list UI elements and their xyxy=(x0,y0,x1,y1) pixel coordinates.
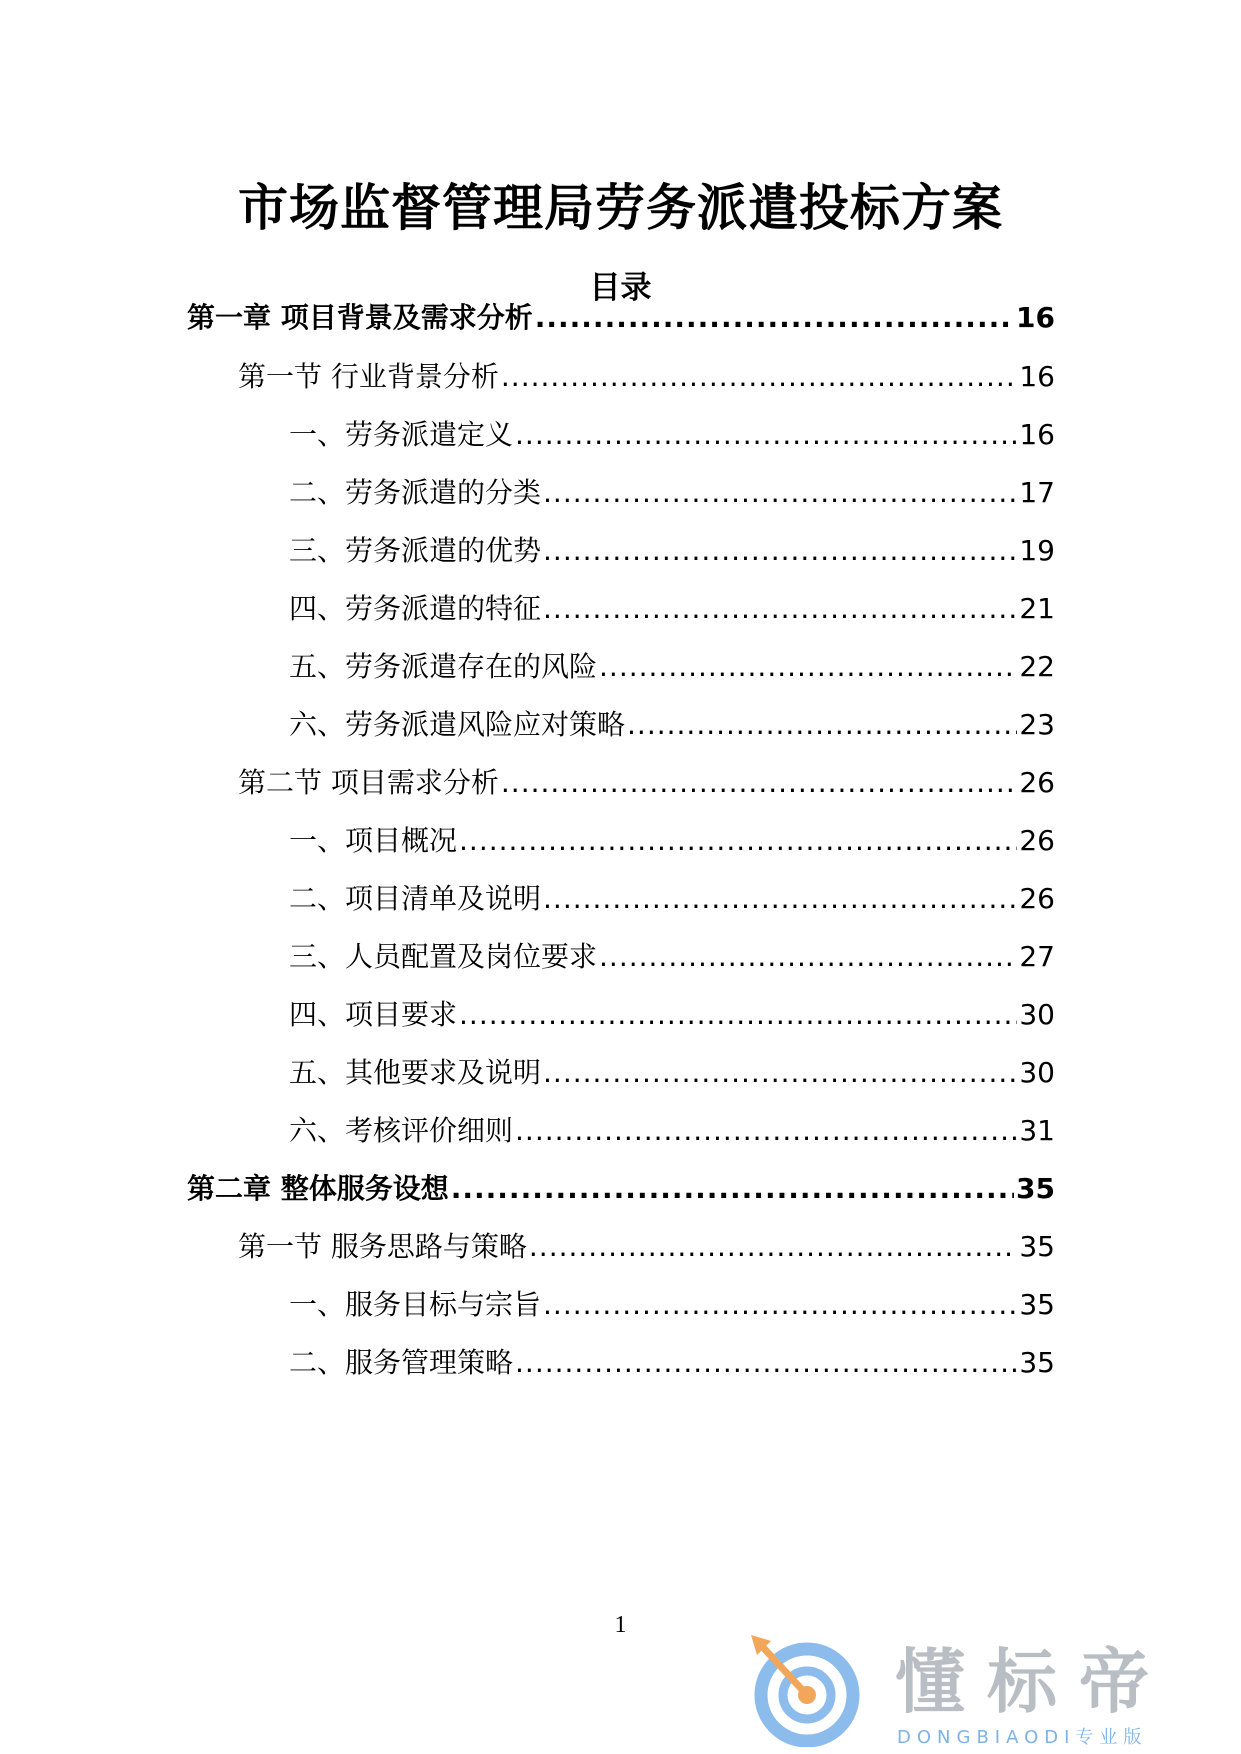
toc-leader-dots xyxy=(627,708,1017,741)
toc-entry-page: 30 xyxy=(1019,1056,1055,1089)
toc-entry-title: 第二章 整体服务设想 xyxy=(187,1172,449,1205)
toc-entry[interactable] xyxy=(289,645,1055,689)
toc-heading: 目录 xyxy=(589,270,652,306)
toc-entry-page: 19 xyxy=(1019,534,1055,567)
toc-entry[interactable] xyxy=(238,355,1055,399)
toc-entry-page: 26 xyxy=(1019,824,1055,857)
toc-entry[interactable] xyxy=(289,529,1055,573)
toc-entry[interactable] xyxy=(289,935,1055,979)
toc-leader-dots xyxy=(599,650,1017,683)
toc-entry[interactable] xyxy=(187,296,1055,340)
toc-entry-page: 30 xyxy=(1019,998,1055,1031)
page-title: 市场监督管理局劳务派遣投标方案 xyxy=(238,179,1003,237)
toc-leader-dots xyxy=(515,1346,1017,1379)
toc-entry[interactable] xyxy=(289,993,1055,1037)
toc-entry-page: 17 xyxy=(1019,476,1055,509)
toc-entry-title: 一、劳务派遣定义 xyxy=(289,418,514,451)
toc-entry-title: 四、劳务派遣的特征 xyxy=(289,592,542,625)
toc-entry[interactable] xyxy=(289,1051,1055,1095)
toc-entry-page: 26 xyxy=(1019,766,1055,799)
toc-entry[interactable] xyxy=(289,1283,1055,1327)
toc-entry-title: 一、项目概况 xyxy=(289,824,458,857)
toc-entry-title: 五、劳务派遣存在的风险 xyxy=(289,650,598,683)
toc-entry-title: 第二节 项目需求分析 xyxy=(238,766,499,799)
toc-entry-page: 35 xyxy=(1019,1288,1055,1321)
toc-leader-dots xyxy=(543,592,1017,625)
toc-entry-page: 35 xyxy=(1016,1172,1055,1205)
watermark xyxy=(745,1635,1215,1747)
toc-entry-title: 第一章 项目背景及需求分析 xyxy=(187,301,533,334)
toc-entry-title: 二、项目清单及说明 xyxy=(289,882,542,915)
toc-leader-dots xyxy=(599,940,1017,973)
toc-entry[interactable] xyxy=(289,413,1055,457)
toc-entry-title: 六、劳务派遣风险应对策略 xyxy=(289,708,626,741)
toc-entry-title: 二、劳务派遣的分类 xyxy=(289,476,542,509)
toc-leader-dots xyxy=(459,824,1017,857)
toc-entry-page: 35 xyxy=(1019,1346,1055,1379)
toc-entry[interactable] xyxy=(187,1167,1055,1211)
toc-entry-title: 六、考核评价细则 xyxy=(289,1114,514,1147)
toc-leader-dots xyxy=(535,301,1014,334)
toc-leader-dots xyxy=(543,1288,1017,1321)
toc-entry-title: 一、服务目标与宗旨 xyxy=(289,1288,542,1321)
toc-leader-dots xyxy=(529,1230,1017,1263)
toc-entry-title: 三、劳务派遣的优势 xyxy=(289,534,542,567)
toc-entry-title: 四、项目要求 xyxy=(289,998,458,1031)
toc-leader-dots xyxy=(543,1056,1017,1089)
toc-entry-title: 第一节 行业背景分析 xyxy=(238,360,499,393)
toc-leader-dots xyxy=(543,882,1017,915)
toc-entry[interactable] xyxy=(289,703,1055,747)
watermark-subtitle: DONGBIAODI专业版 xyxy=(897,1727,1148,1748)
toc-entry[interactable] xyxy=(289,1109,1055,1153)
toc-entry-title: 三、人员配置及岗位要求 xyxy=(289,940,598,973)
toc-entry-page: 16 xyxy=(1019,360,1055,393)
toc-entry-page: 27 xyxy=(1019,940,1055,973)
toc-entry[interactable] xyxy=(289,587,1055,631)
toc-entry-page: 23 xyxy=(1019,708,1055,741)
toc-entry[interactable] xyxy=(289,1341,1055,1385)
toc-entry-title: 二、服务管理策略 xyxy=(289,1346,514,1379)
toc-leader-dots xyxy=(501,360,1017,393)
toc-entry[interactable] xyxy=(289,819,1055,863)
toc-entry-page: 21 xyxy=(1019,592,1055,625)
toc-entry-page: 16 xyxy=(1016,301,1055,334)
toc-entry-title: 第一节 服务思路与策略 xyxy=(238,1230,527,1263)
toc-leader-dots xyxy=(543,534,1017,567)
target-logo-icon xyxy=(745,1635,875,1747)
toc-entry-page: 35 xyxy=(1019,1230,1055,1263)
toc-entry[interactable] xyxy=(289,877,1055,921)
page-number: 1 xyxy=(614,1612,627,1638)
toc-leader-dots xyxy=(459,998,1017,1031)
toc-entry-title: 五、其他要求及说明 xyxy=(289,1056,542,1089)
toc-leader-dots xyxy=(515,418,1017,451)
toc-entry-page: 16 xyxy=(1019,418,1055,451)
toc-leader-dots xyxy=(543,476,1017,509)
toc-entry-page: 26 xyxy=(1019,882,1055,915)
toc-leader-dots xyxy=(451,1172,1014,1205)
toc-entry-page: 22 xyxy=(1019,650,1055,683)
toc-leader-dots xyxy=(501,766,1017,799)
toc-entry[interactable] xyxy=(238,1225,1055,1269)
watermark-brand: 懂标帝 xyxy=(895,1641,1171,1723)
toc-entry[interactable] xyxy=(289,471,1055,515)
toc-entry-page: 31 xyxy=(1019,1114,1055,1147)
toc-leader-dots xyxy=(515,1114,1017,1147)
toc-entry[interactable] xyxy=(238,761,1055,805)
